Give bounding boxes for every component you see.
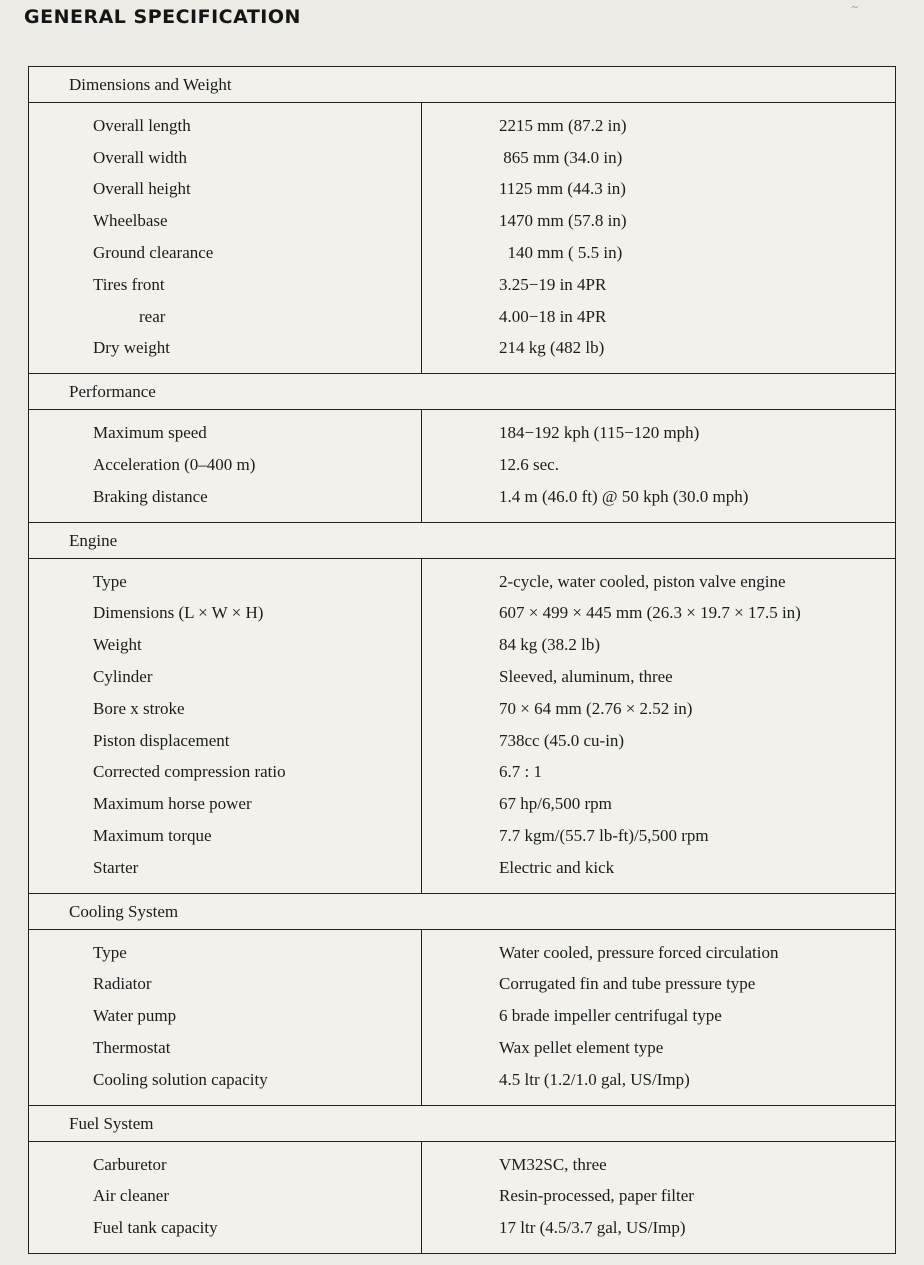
spec-label: Thermostat xyxy=(93,1038,171,1058)
spec-label: Maximum torque xyxy=(93,826,212,846)
section-header-cooling-system: Cooling System xyxy=(29,894,895,930)
spec-value: 184−192 kph (115−120 mph) xyxy=(499,423,700,443)
spec-value: Wax pellet element type xyxy=(499,1038,664,1058)
spec-value: 738cc (45.0 cu-in) xyxy=(499,730,625,750)
spec-label: Overall height xyxy=(93,179,191,199)
section-body-engine xyxy=(29,559,895,894)
section-header-performance: Performance xyxy=(29,374,895,410)
section-header-dimensions-and-weight: Dimensions and Weight xyxy=(29,67,895,103)
spec-row xyxy=(29,725,895,757)
spec-value: 84 kg (38.2 lb) xyxy=(499,635,601,655)
spec-row xyxy=(29,969,895,1001)
spec-value: 17 ltr (4.5/3.7 gal, US/Imp) xyxy=(499,1218,686,1238)
section-body-dimensions-and-weight xyxy=(29,103,895,374)
spec-value: Corrugated fin and tube pressure type xyxy=(499,974,756,994)
spec-row xyxy=(29,820,895,852)
spec-label: Acceleration (0–400 m) xyxy=(93,455,256,475)
spec-row xyxy=(29,1000,895,1032)
spec-value: 4.5 ltr (1.2/1.0 gal, US/Imp) xyxy=(499,1069,690,1089)
spec-label: Wheelbase xyxy=(93,211,168,231)
spec-label: Starter xyxy=(93,857,139,877)
spec-value: 865 mm (34.0 in) xyxy=(499,147,623,167)
spec-value: 6.7 : 1 xyxy=(499,762,542,782)
spec-row xyxy=(29,142,895,174)
spec-value: 3.25−19 in 4PR xyxy=(499,274,607,294)
spec-table xyxy=(28,66,896,1254)
spec-row xyxy=(29,566,895,598)
spec-row xyxy=(29,269,895,301)
spec-value: 214 kg (482 lb) xyxy=(499,338,605,358)
spec-value: VM32SC, three xyxy=(499,1154,607,1174)
spec-label: Carburetor xyxy=(93,1154,167,1174)
spec-label: Overall length xyxy=(93,115,191,135)
page-title: GENERAL SPECIFICATION xyxy=(24,6,301,28)
spec-row xyxy=(29,757,895,789)
spec-label: Type xyxy=(93,571,127,591)
spec-row xyxy=(29,598,895,630)
spec-value: 6 brade impeller centrifugal type xyxy=(499,1006,722,1026)
spec-label: Cylinder xyxy=(93,667,153,687)
spec-row xyxy=(29,661,895,693)
spec-row xyxy=(29,481,895,513)
spec-label: Type xyxy=(93,942,127,962)
spec-label: Cooling solution capacity xyxy=(93,1069,268,1089)
spec-row xyxy=(29,1181,895,1213)
spec-value: Electric and kick xyxy=(499,857,615,877)
spec-label: Corrected compression ratio xyxy=(93,762,286,782)
spec-row xyxy=(29,1032,895,1064)
spec-value: Resin-processed, paper filter xyxy=(499,1186,694,1206)
spec-label: Maximum horse power xyxy=(93,794,252,814)
spec-label: Water pump xyxy=(93,1006,177,1026)
spec-row xyxy=(29,1212,895,1244)
spec-value: 1470 mm (57.8 in) xyxy=(499,211,627,231)
spec-value: 67 hp/6,500 rpm xyxy=(499,794,612,814)
spec-row xyxy=(29,937,895,969)
spec-value: 70 × 64 mm (2.76 × 2.52 in) xyxy=(499,698,693,718)
spec-label: Overall width xyxy=(93,147,187,167)
section-body-fuel-system xyxy=(29,1142,895,1253)
corner-smudge-mark: ~ xyxy=(851,0,858,14)
section-header-fuel-system: Fuel System xyxy=(29,1106,895,1142)
spec-value: 1.4 m (46.0 ft) @ 50 kph (30.0 mph) xyxy=(499,486,749,506)
spec-label: Tires front xyxy=(93,274,165,294)
spec-label: Weight xyxy=(93,635,142,655)
spec-row xyxy=(29,852,895,884)
spec-label: rear xyxy=(139,306,166,326)
spec-row xyxy=(29,1064,895,1096)
spec-row xyxy=(29,1149,895,1181)
spec-label: Bore x stroke xyxy=(93,698,185,718)
spec-row xyxy=(29,629,895,661)
spec-row xyxy=(29,205,895,237)
spec-row xyxy=(29,788,895,820)
spec-label: Dry weight xyxy=(93,338,170,358)
spec-row xyxy=(29,301,895,333)
spec-label: Braking distance xyxy=(93,486,208,506)
spec-value: Sleeved, aluminum, three xyxy=(499,667,673,687)
spec-value: 7.7 kgm/(55.7 lb-ft)/5,500 rpm xyxy=(499,826,709,846)
section-body-cooling-system xyxy=(29,930,895,1106)
spec-row xyxy=(29,110,895,142)
spec-label: Ground clearance xyxy=(93,243,214,263)
spec-value: 1125 mm (44.3 in) xyxy=(499,179,626,199)
spec-value: 4.00−18 in 4PR xyxy=(499,306,607,326)
spec-value: Water cooled, pressure forced circulation xyxy=(499,942,779,962)
spec-row xyxy=(29,449,895,481)
spec-label: Fuel tank capacity xyxy=(93,1218,218,1238)
spec-row xyxy=(29,333,895,365)
spec-row xyxy=(29,174,895,206)
spec-label: Air cleaner xyxy=(93,1186,169,1206)
section-header-engine: Engine xyxy=(29,523,895,559)
section-body-performance xyxy=(29,410,895,522)
spec-label: Radiator xyxy=(93,974,152,994)
spec-label: Dimensions (L × W × H) xyxy=(93,603,264,623)
spec-value: 12.6 sec. xyxy=(499,455,559,475)
spec-value: 607 × 499 × 445 mm (26.3 × 19.7 × 17.5 in) xyxy=(499,603,801,623)
spec-row xyxy=(29,693,895,725)
spec-row xyxy=(29,237,895,269)
spec-label: Piston displacement xyxy=(93,730,230,750)
spec-row xyxy=(29,417,895,449)
spec-value: 2215 mm (87.2 in) xyxy=(499,115,627,135)
spec-value: 2-cycle, water cooled, piston valve engine xyxy=(499,571,786,591)
spec-value: 140 mm ( 5.5 in) xyxy=(499,243,623,263)
spec-label: Maximum speed xyxy=(93,423,207,443)
